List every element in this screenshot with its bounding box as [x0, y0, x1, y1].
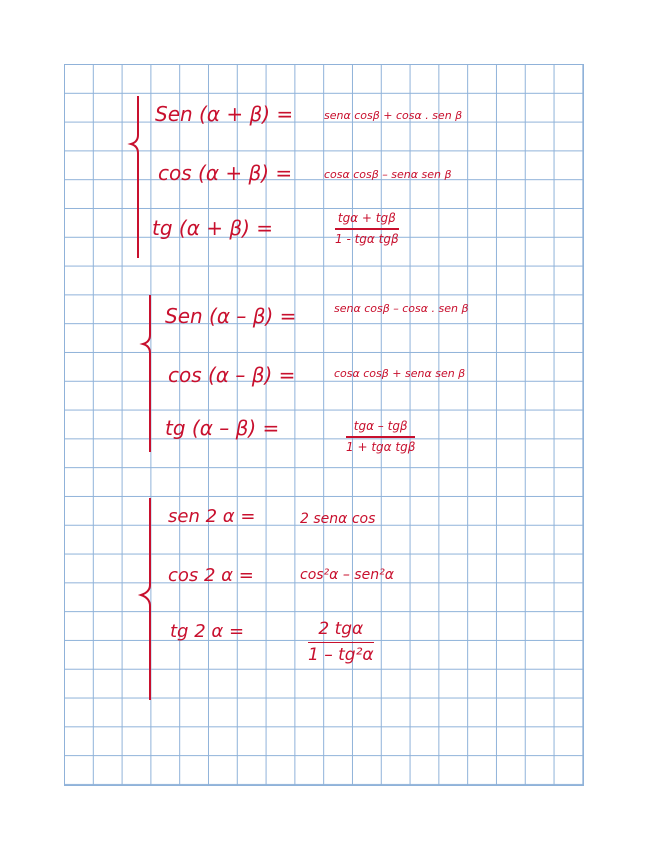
sum-cos-rhs: cosα cosβ – senα sen β: [324, 168, 452, 181]
fraction-bar: [335, 228, 399, 230]
diff-tan-denominator: 1 + tgα tgβ: [346, 439, 416, 454]
double-tan-lhs: tg 2 α =: [170, 621, 245, 642]
fraction-bar: [346, 436, 415, 438]
diff-cos-lhs: cos (α – β) =: [168, 363, 296, 387]
sum-cos-lhs: cos (α + β) =: [158, 161, 293, 185]
sum-sin-lhs: Sen (α + β) =: [155, 102, 294, 126]
double-cos-rhs: cos²α – sen²α: [300, 567, 394, 583]
sum-tan-numerator: tgα + tgβ: [337, 211, 396, 225]
fraction-bar: [308, 642, 374, 644]
sum-tan-lhs: tg (α + β) =: [152, 216, 274, 240]
brace-double-group: [141, 498, 150, 700]
double-tan-denominator: 1 – tg²α: [308, 645, 374, 666]
double-tan-fraction: [308, 620, 374, 665]
diff-sin-rhs: senα cosβ – cosα . sen β: [334, 302, 469, 315]
brace-sum-group: [131, 96, 138, 258]
double-sin-rhs: 2 senα cos: [300, 511, 376, 527]
sum-tan-denominator: 1 - tgα tgβ: [335, 231, 399, 246]
diff-tan-fraction: [346, 420, 415, 454]
sum-sin-rhs: senα cosβ + cosα . sen β: [324, 109, 463, 122]
double-tan-numerator: 2 tgα: [318, 619, 364, 639]
double-cos-lhs: cos 2 α =: [168, 565, 254, 586]
diff-sin-lhs: Sen (α – β) =: [165, 304, 297, 328]
diff-tan-numerator: tgα – tgβ: [353, 419, 408, 433]
brace-diff-group: [143, 295, 150, 452]
double-sin-lhs: sen 2 α =: [168, 506, 256, 527]
sum-tan-fraction: [335, 212, 399, 246]
diff-tan-lhs: tg (α – β) =: [165, 416, 280, 440]
diff-cos-rhs: cosα cosβ + senα sen β: [334, 367, 466, 380]
